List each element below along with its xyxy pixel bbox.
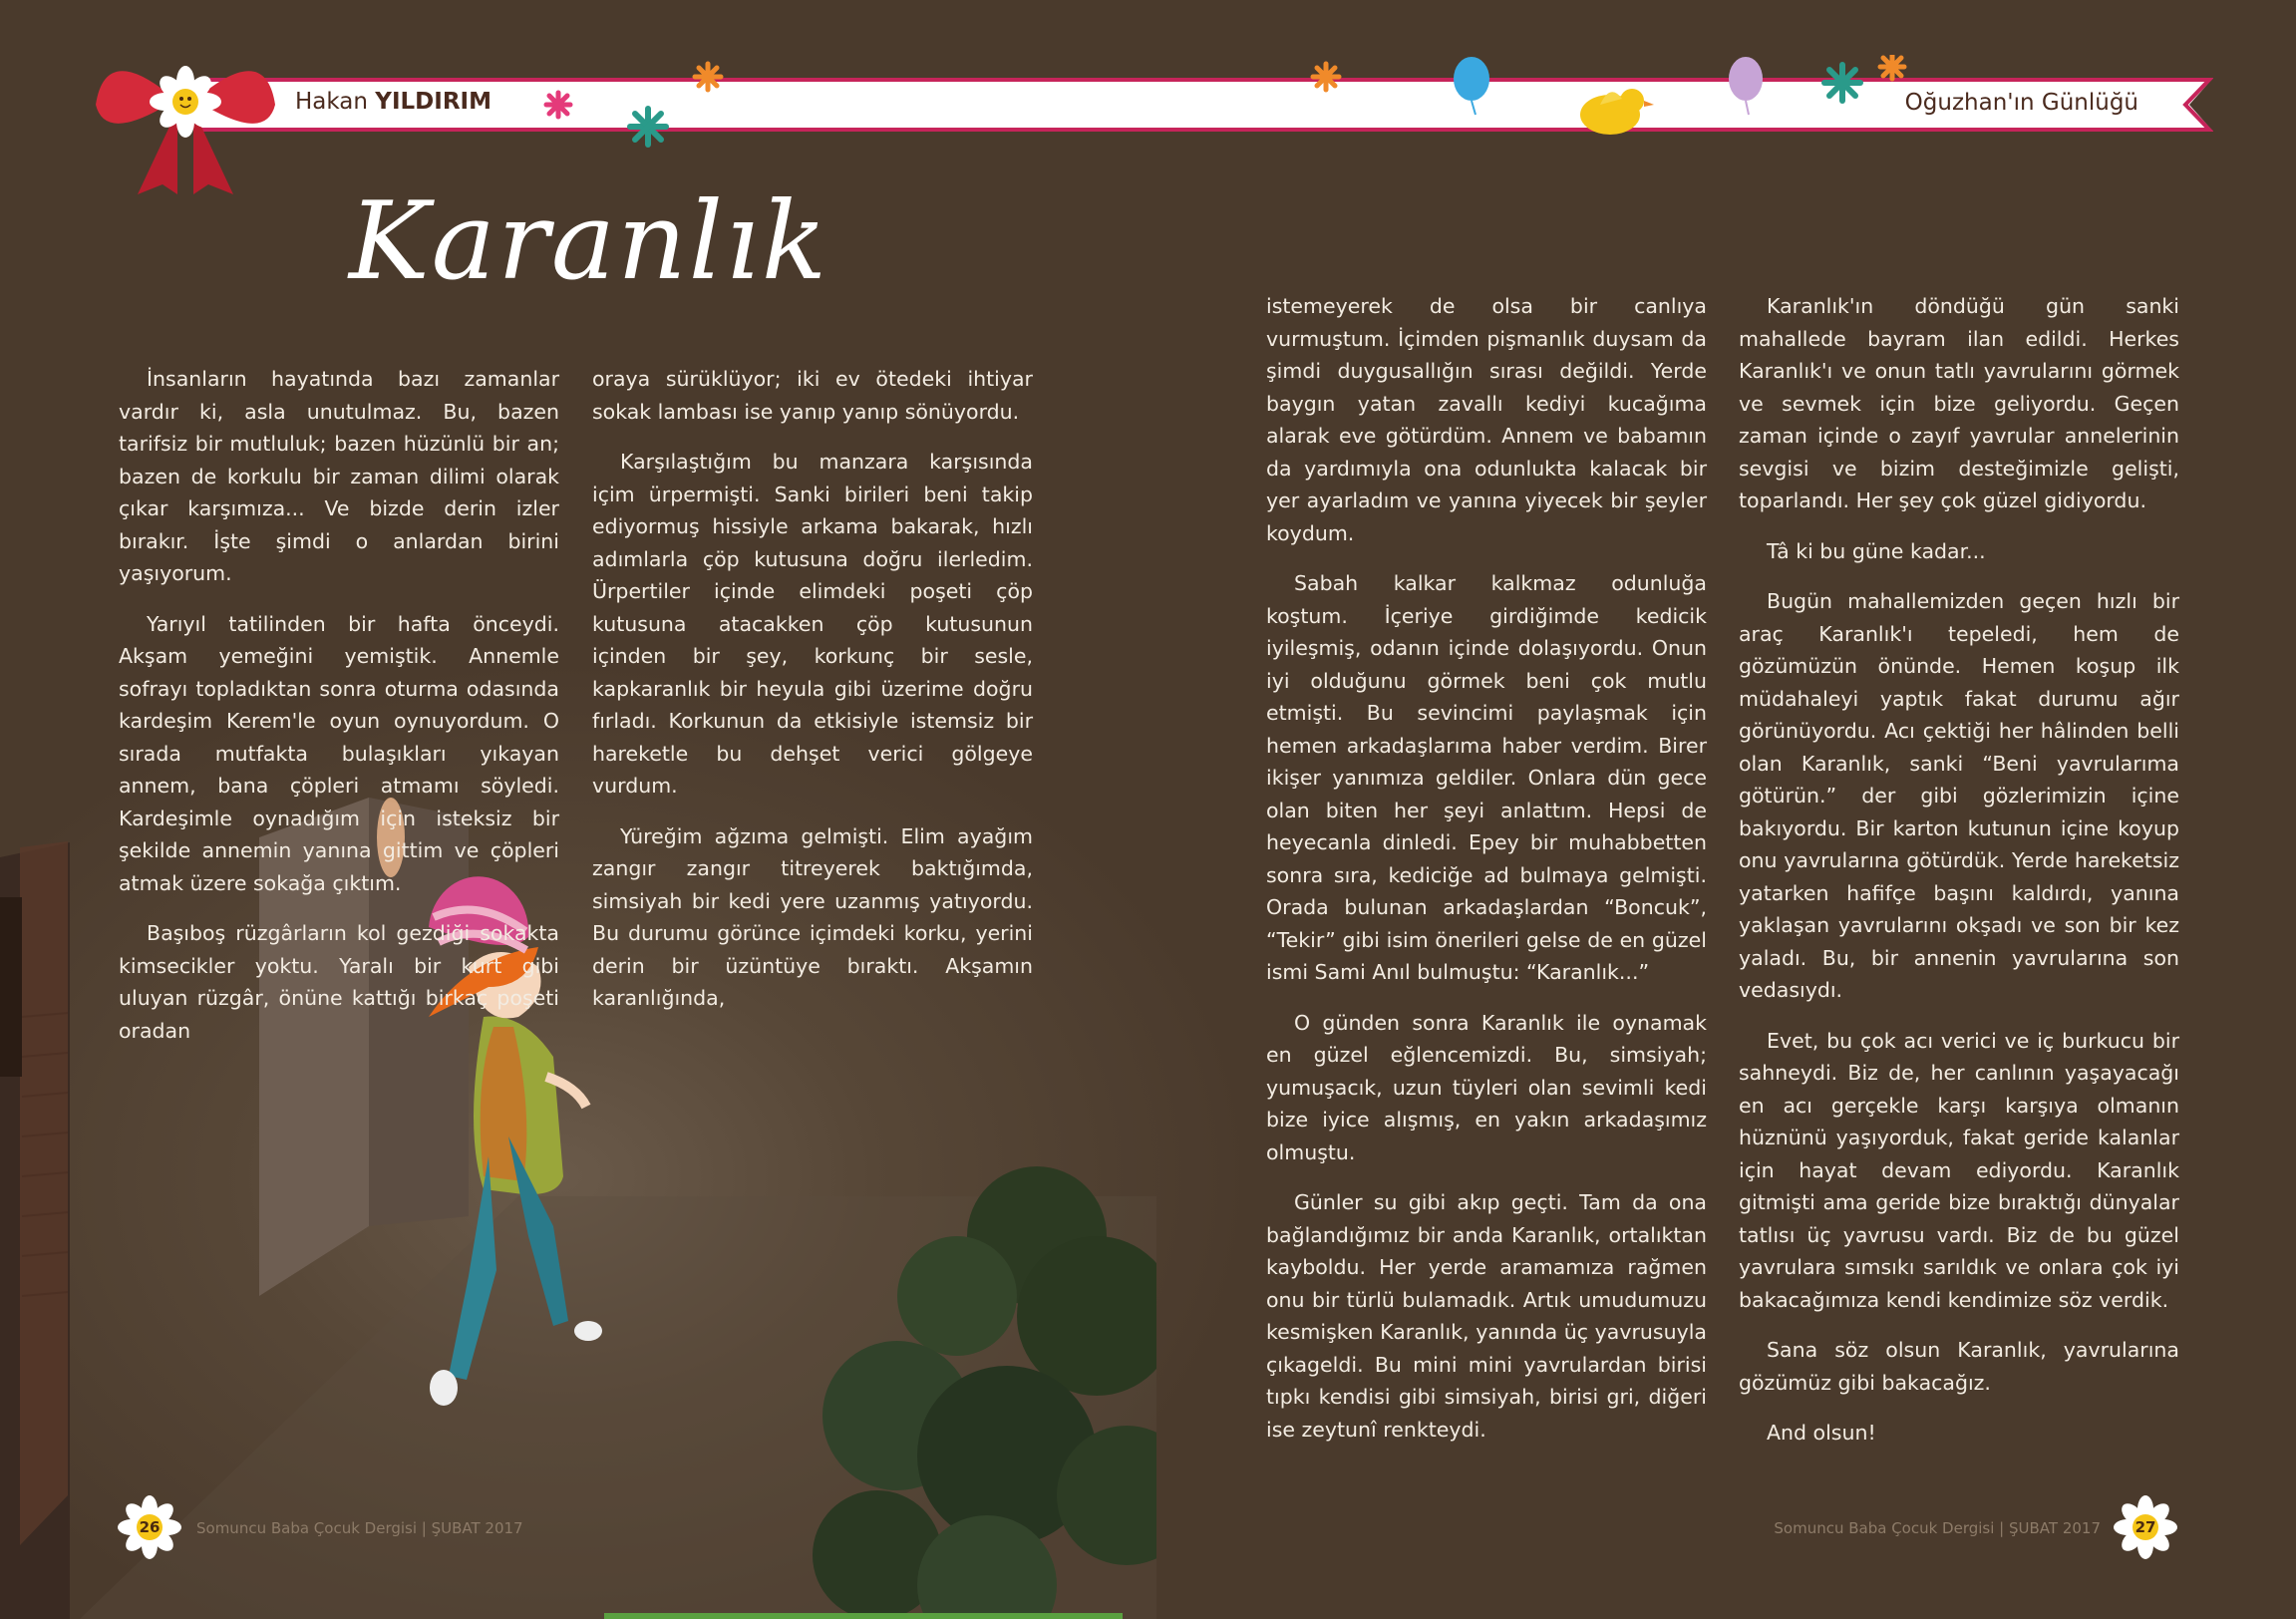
- ribbon-tail: [2163, 78, 2213, 132]
- orange-flower-icon: [1880, 55, 1904, 79]
- ribbon-decorations: [528, 55, 1914, 155]
- paragraph: And olsun!: [1767, 1421, 1876, 1445]
- teal-flower-icon: [1824, 65, 1860, 101]
- paragraph: Sabah kalkar kalkmaz odunluğa koştum. İçeriye girdiğimde kedicik iyileşmiş, odanın içinde dolaşıyordu. Onun iyi olduğunu görmek beni çok mutlu etmişti. Bu sevincimi paylaşmak için hemen arkadaşlarıma haber verdim. Birer ikişer yanımıza geldiler. Onlara dün gece olan biten her şeyi anlattım. Hepsi de heyecanla dinledi. Epey bir muhabbetten sonra sıra, kediciğe ad bulmaya gelmişti. Orada bulunan arkadaşlardan “Boncuk”, “Tekir” gibi isim önerileri gelse de en güzel ismi Sami Anıl bulmuştu: “Karanlık...”: [1266, 571, 1707, 984]
- paragraph: Bugün mahallemizden geçen hızlı bir araç Karanlık'ı tepeledi, hem de gözümüzün önünde. Hemen koşup ilk müdahaleyi yaptık fakat durumu ağır görünüyordu. Acı çektiği her hâlinden belli olan Karanlık, sanki “Beni yavrularıma götürün.” der gibi gözlerimizin içine bakıyordu. Bir karton kutunun içine koyup onu yavrularına götürdük. Yerde hareketsiz yatarken hafifçe başını kaldırdı, yanına yaklaşan yavrularını okşadı ve son bir kez yaladı. Bu, bir annenin yavrularına son vedasıydı.: [1739, 589, 2179, 1002]
- footer-magazine-left: Somuncu Baba Çocuk Dergisi | ŞUBAT 2017: [196, 1519, 523, 1537]
- teal-flower-icon: [630, 109, 666, 145]
- bottom-strip: [604, 1613, 1123, 1619]
- text-column-4: [1739, 290, 2179, 1467]
- paragraph: oraya sürüklüyor; iki ev ötedeki ihtiyar sokak lambası ise yanıp yanıp sönüyordu.: [592, 367, 1033, 424]
- footer-magazine-right: Somuncu Baba Çocuk Dergisi | ŞUBAT 2017: [1774, 1519, 2101, 1537]
- text-column-1: [119, 363, 559, 1065]
- text-column-3: [1266, 290, 1707, 1463]
- paragraph: Sana söz olsun Karanlık, yavrularına gözümüz gibi bakacağız.: [1739, 1338, 2179, 1395]
- paragraph: istemeyerek de olsa bir canlıya vurmuştum. İçimden pişmanlık duysam da şimdi duygusallığın sırası değildi. Yerde baygın yatan zavallı kediyi kucağıma alarak eve götürdüm. Annem ve babamın da yardımıyla ona odunlukta kalacak bir yer ayarladım ve yanına yiyecek bir şeyler koydum.: [1266, 294, 1707, 545]
- article-title: Karanlık: [349, 179, 829, 304]
- lilac-balloon-icon: [1729, 57, 1763, 115]
- page-number-daisy-right: [2114, 1495, 2177, 1559]
- page-number: 27: [2134, 1518, 2156, 1536]
- author-name: [295, 89, 492, 115]
- paragraph: Günler su gibi akıp geçti. Tam da ona bağlandığımız bir anda Karanlık, ortalıktan kayboldu. Her yerde aramamıza rağmen onu bir türlü bulamadık. Artık umudumuzu kesmişken Karanlık, yanında üç yavrusuyla çıkageldi. Bu mini mini yavrulardan birisi tıpkı kendisi gibi simsiyah, birisi gri, diğeri ise zeytunî renkteydi.: [1266, 1190, 1707, 1442]
- paragraph: Başıboş rüzgârların kol gezdiği sokakta kimsecikler yoktu. Yaralı bir kurt gibi uluyan rüzgâr, önüne kattığı birkaç poşeti oradan: [119, 921, 559, 1043]
- text-column-2: [592, 363, 1033, 1033]
- author-last-name: YILDIRIM: [375, 89, 492, 115]
- paragraph: Yüreğim ağzıma gelmişti. Elim ayağım zangır zangır titreyerek baktığımda, simsiyah bir kedi yere uzanmış yatıyordu. Bu durumu görünce içimdeki korku, yerini derin bir üzüntüye bıraktı. Akşamın karanlığında,: [592, 823, 1033, 1010]
- author-first-name: Hakan: [295, 89, 368, 115]
- paragraph: O günden sonra Karanlık ile oynamak en güzel eğlencemizdi. Bu, simsiyah; yumuşacık, uzun tüyleri olan sevimli kedi bize iyice alışmış, en yakın arkadaşımız olmuştu.: [1266, 1010, 1707, 1164]
- bow-daisy-icon: [86, 40, 285, 199]
- page-number-daisy-left: [118, 1495, 181, 1559]
- paragraph: Evet, bu çok acı verici ve iç burkucu bir sahneydi. Biz de, her canlının yaşayacağı en acı gerçekle karşı karşıya olmanın hüznünü yaşıyorduk, fakat geride kalanlar için hayat devam ediyordu. Karanlık gitmişti ama geride bize bıraktığı dünyalar tatlısı üç yavrusu vardı. Biz de bu güzel yavrulara sımsıkı sarıldık ve onlara çok iyi bakacağımıza kendi kendimize söz verdik.: [1739, 1028, 2179, 1312]
- paragraph: Karanlık'ın döndüğü gün sanki mahallede bayram ilan edildi. Herkes Karanlık'ı ve onun tatlı yavrularını görmek ve sevmek için bize geliyordu. Geçen zaman içinde o zayıf yavrular annelerinin sevgisi ve bizim desteğimizle gelişti, toparlandı. Her şey çok güzel gidiyordu.: [1739, 294, 2179, 512]
- blue-balloon-icon: [1454, 57, 1489, 115]
- page-number: 26: [139, 1518, 161, 1536]
- paragraph: Karşılaştığım bu manzara karşısında içim ürpermişti. Sanki birileri beni takip ediyormuş hissiyle arkama bakarak, hızlı adımlarla çöp kutusuna doğru ilerledim. Ürpertiler içinde elimdeki poşeti çöp kutusuna atacakken çöp kutusunun içinden bir şey, korkunç bir sesle, kapkaranlık bir heyula gibi üzerime doğru fırladı. Korkunun da etkisiyle istemsiz bir hareketle bu dehşet verici gölgeye vurdum.: [592, 450, 1033, 798]
- paragraph: Tâ ki bu güne kadar...: [1767, 538, 1986, 563]
- paragraph: İnsanların hayatında bazı zamanlar vardır ki, asla unutulmaz. Bu, bazen tarifsiz bir mutluluk; bazen hüzünlü bir an; bazen de korkulu bir zaman dilimi olarak çıkar karşımıza... Ve bizde derin izler bırakır. İşte şimdi o anlardan birini yaşıyorum.: [119, 367, 559, 585]
- orange-flower-icon: [695, 64, 721, 90]
- orange-flower-icon: [1313, 64, 1339, 90]
- yellow-bird-icon: [1580, 89, 1654, 135]
- section-title: Oğuzhan'ın Günlüğü: [1904, 90, 2138, 116]
- pink-flower-icon: [546, 93, 570, 117]
- paragraph: Yarıyıl tatilinden bir hafta önceydi. Akşam yemeğini yemiştik. Annemle sofrayı topladıktan sonra oturma odasında kardeşim Kerem'le oyun oynuyordum. O sırada mutfakta bulaşıkları yıkayan annem, bana çöpleri atmamı söyledi. Kardeşimle oynadığım için isteksiz bir şekilde annemin yanına gittim ve çöpleri atmak üzere sokağa çıktım.: [119, 611, 559, 895]
